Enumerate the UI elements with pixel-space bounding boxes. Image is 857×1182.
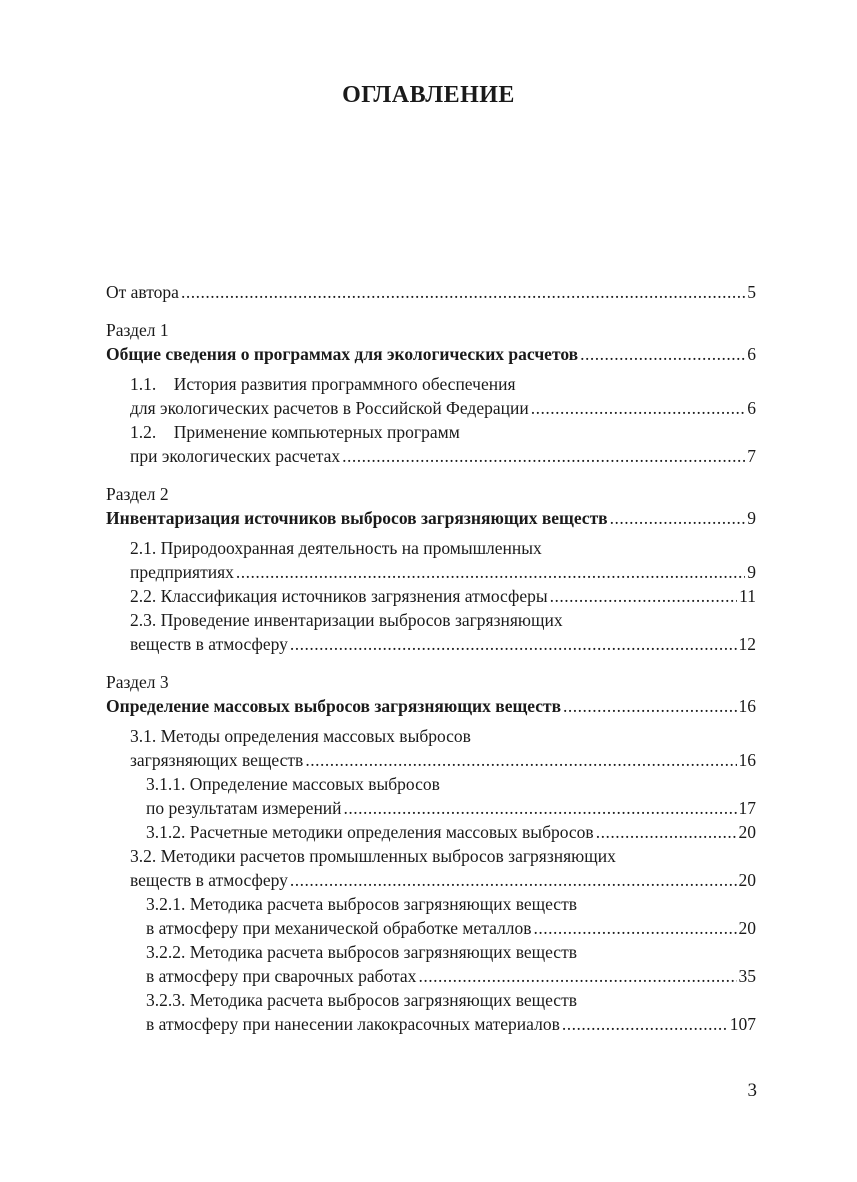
- toc-leader-dots: [563, 694, 736, 718]
- toc-entry-page: 11: [739, 586, 756, 606]
- toc-entry-text: при экологических расчетах: [130, 446, 341, 466]
- toc-entry: [106, 670, 756, 694]
- toc-entry-page: 7: [747, 446, 756, 466]
- toc-entry-text: для экологических расчетов в Российской Федерации: [130, 398, 529, 418]
- toc-leader-dots: [550, 584, 738, 608]
- toc-entry: [106, 280, 756, 304]
- toc-entry-text: в атмосферу при механической обработке металлов: [146, 918, 532, 938]
- toc-leader-dots: [531, 396, 746, 420]
- toc-leader-dots: [562, 1012, 728, 1036]
- toc-leader-dots: [305, 748, 736, 772]
- toc-entry-text: Инвентаризация источников выбросов загрязняющих веществ: [106, 508, 608, 528]
- toc-entry: [106, 868, 756, 892]
- toc-entry: [106, 506, 756, 530]
- toc-entry-page: 35: [738, 966, 756, 986]
- toc-leader-dots: [290, 632, 737, 656]
- toc-entry-text: 3.1. Методы определения массовых выбросов: [130, 726, 471, 746]
- toc-entry: [106, 318, 756, 342]
- toc-entry: [106, 396, 756, 420]
- toc-entry: [106, 536, 756, 560]
- toc-entry-text: в атмосферу при нанесении лакокрасочных материалов: [146, 1014, 560, 1034]
- toc-entry: [106, 916, 756, 940]
- toc-entry-text: Определение массовых выбросов загрязняющих веществ: [106, 696, 562, 716]
- toc-entry-text: 1.2. Применение компьютерных программ: [130, 422, 460, 442]
- toc-leader-dots: [181, 280, 745, 304]
- toc-entry: [106, 724, 756, 748]
- toc-entry-text: От автора: [106, 282, 179, 302]
- toc-entry: [106, 420, 756, 444]
- toc-entry: [106, 844, 756, 868]
- toc-entry: [106, 482, 756, 506]
- toc-entry-page: 20: [738, 822, 756, 842]
- toc-entry-page: 17: [738, 798, 756, 818]
- toc-entry-text: веществ в атмосферу: [130, 870, 288, 890]
- toc-entry: [106, 584, 756, 608]
- toc-entry-page: 9: [747, 508, 756, 528]
- toc-entry-page: 107: [729, 1014, 756, 1034]
- page-title: ОГЛАВЛЕНИЕ: [342, 82, 515, 108]
- toc-entry-text: Раздел 1: [106, 320, 169, 340]
- toc-entry-page: 6: [747, 344, 756, 364]
- toc-entry-text: в атмосферу при сварочных работах: [146, 966, 417, 986]
- toc-entry: [106, 964, 756, 988]
- toc-entry: [106, 820, 756, 844]
- toc-entry: [106, 940, 756, 964]
- toc-entry: [106, 560, 756, 584]
- toc-entry: [106, 342, 756, 366]
- toc-leader-dots: [596, 820, 737, 844]
- toc-entry-page: 9: [747, 562, 756, 582]
- toc-entry-text: по результатам измерений: [146, 798, 342, 818]
- toc-entry: [106, 694, 756, 718]
- toc-entry-text: 2.1. Природоохранная деятельность на промышленных: [130, 538, 542, 558]
- toc-leader-dots: [290, 868, 737, 892]
- toc-entry-page: 6: [747, 398, 756, 418]
- toc-entry-text: 2.3. Проведение инвентаризации выбросов загрязняющих: [130, 610, 563, 630]
- table-of-contents: [106, 280, 756, 1036]
- toc-entry-text: 3.2.2. Методика расчета выбросов загрязняющих веществ: [146, 942, 577, 962]
- toc-entry: [106, 444, 756, 468]
- toc-entry-text: 3.1.1. Определение массовых выбросов: [146, 774, 440, 794]
- toc-entry-text: 2.2. Классификация источников загрязнения атмосферы: [130, 586, 548, 606]
- toc-entry-text: веществ в атмосферу: [130, 634, 288, 654]
- toc-entry: [106, 796, 756, 820]
- toc-leader-dots: [580, 342, 745, 366]
- toc-entry-page: 16: [738, 696, 756, 716]
- page-number: 3: [747, 1080, 757, 1101]
- toc-leader-dots: [236, 560, 745, 584]
- toc-entry: [106, 1012, 756, 1036]
- toc-entry-text: 3.2.1. Методика расчета выбросов загрязняющих веществ: [146, 894, 577, 914]
- toc-leader-dots: [534, 916, 737, 940]
- toc-entry-text: 3.1.2. Расчетные методики определения массовых выбросов: [146, 822, 594, 842]
- toc-entry: [106, 632, 756, 656]
- toc-entry-page: 16: [738, 750, 756, 770]
- toc-entry: [106, 372, 756, 396]
- toc-entry-text: Общие сведения о программах для экологических расчетов: [106, 344, 579, 364]
- toc-entry-text: 3.2.3. Методика расчета выбросов загрязняющих веществ: [146, 990, 577, 1010]
- toc-entry-text: 3.2. Методики расчетов промышленных выбросов загрязняющих: [130, 846, 616, 866]
- toc-entry-text: загрязняющих веществ: [130, 750, 304, 770]
- toc-entry: [106, 608, 756, 632]
- toc-entry-text: 1.1. История развития программного обеспечения: [130, 374, 516, 394]
- toc-entry-page: 20: [738, 918, 756, 938]
- toc-entry: [106, 772, 756, 796]
- toc-entry-page: 5: [747, 282, 756, 302]
- toc-entry-text: предприятиях: [130, 562, 234, 582]
- toc-leader-dots: [342, 444, 745, 468]
- toc-leader-dots: [610, 506, 746, 530]
- toc-entry: [106, 748, 756, 772]
- toc-entry: [106, 892, 756, 916]
- toc-leader-dots: [344, 796, 737, 820]
- toc-entry-text: Раздел 2: [106, 484, 169, 504]
- toc-entry-page: 12: [738, 634, 756, 654]
- toc-entry-page: 20: [738, 870, 756, 890]
- toc-leader-dots: [418, 964, 736, 988]
- toc-entry-text: Раздел 3: [106, 672, 169, 692]
- toc-entry: [106, 988, 756, 1012]
